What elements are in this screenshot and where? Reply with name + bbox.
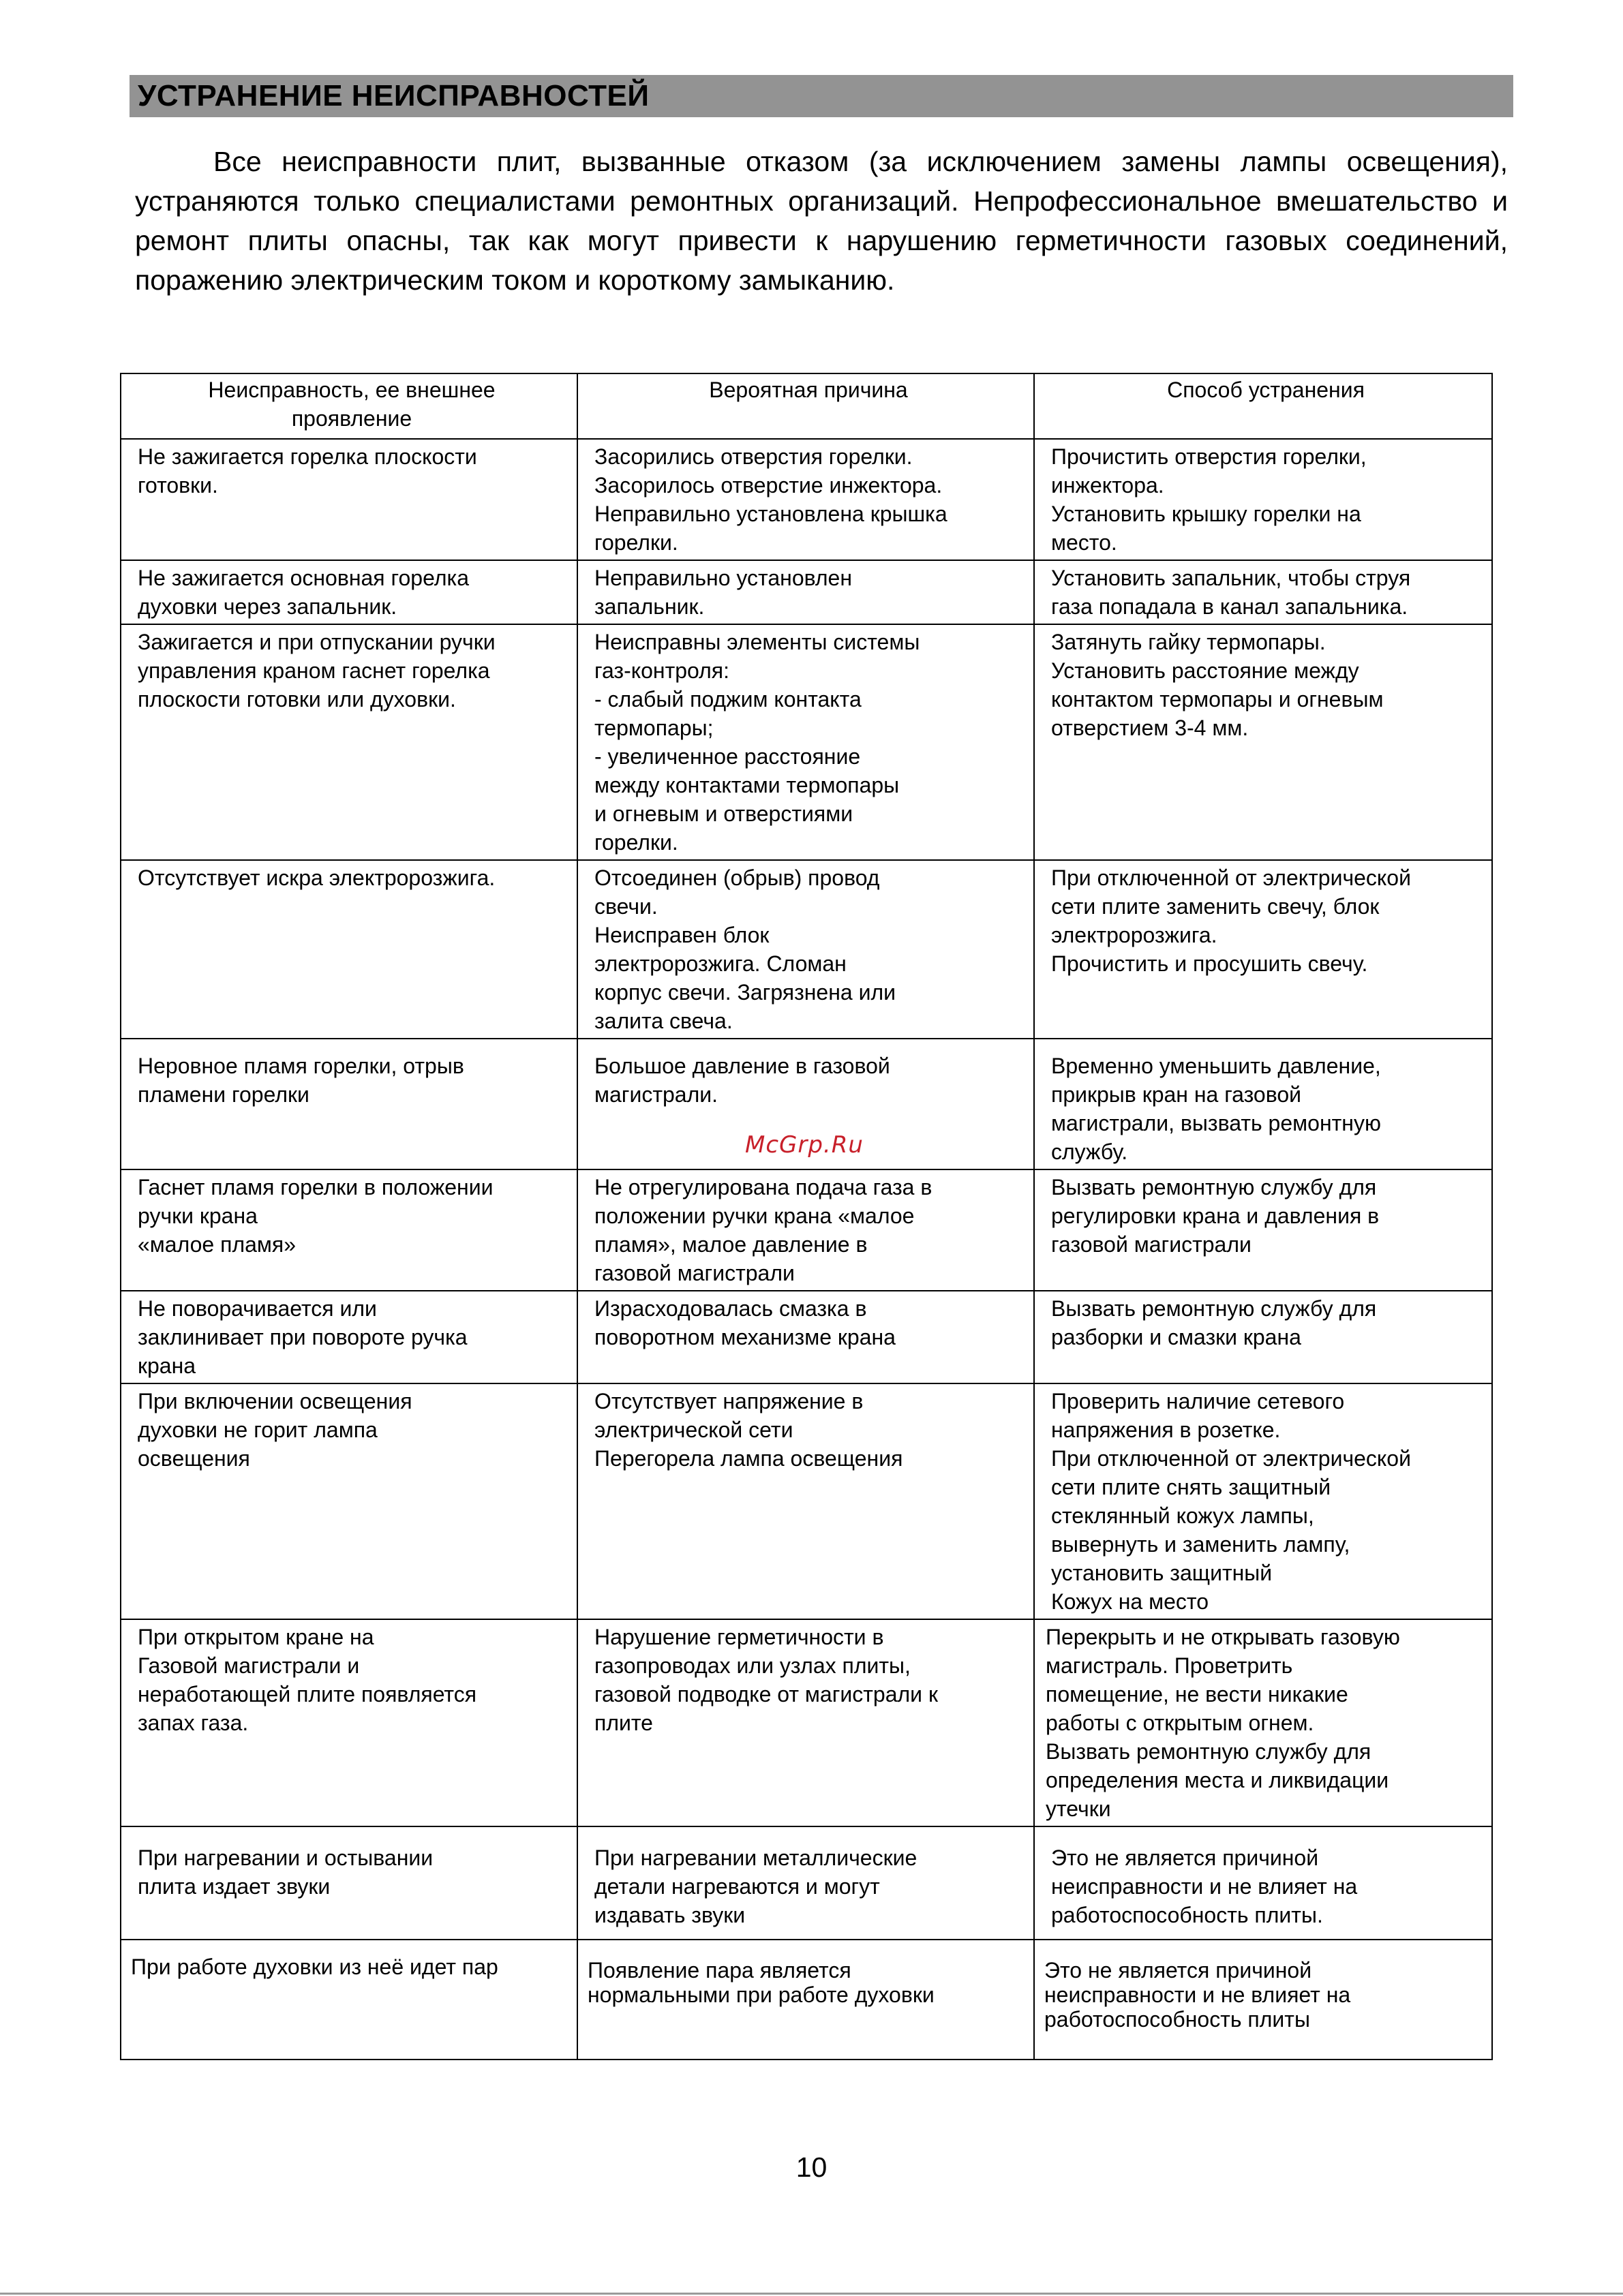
bottom-divider [0,2293,1623,2295]
fault-cell: При включении освещения духовки не горит лампа освещения [121,1383,577,1619]
header-cause: Вероятная причина [577,373,1034,439]
fault-cell: Неровное пламя горелки, отрыв пламени горелки [121,1039,577,1169]
table-row [121,1940,1492,2060]
cause-cell: Не отрегулирована подача газа в положении ручки крана «малое пламя», малое давление в газовой магистрали [577,1169,1034,1291]
page-number: 10 [795,2152,828,2183]
cause-cell: Неправильно установлен запальник. [577,560,1034,624]
fault-cell: Не поворачивается или заклинивает при повороте ручка крана [121,1291,577,1383]
table-row [121,1383,1492,1619]
intro-paragraph: Все неисправности плит, вызванные отказом (за исключением замены лампы освещения), устраняются только специалистами ремонтных организаций. Непрофессиональное вмешательство и ремонт плиты опасны, так как могут привести к нарушению герметичности газовых соединений, поражению электрическим током и короткому замыканию. [135,146,1508,296]
troubleshooting-table-container [120,373,1491,2060]
cause-cell: Засорились отверстия горелки. Засорилось отверстие инжектора. Неправильно установлена крышка горелки. [577,439,1034,560]
fault-cell: При открытом кране на Газовой магистрали и неработающей плите появляется запах газа. [121,1619,577,1826]
remedy-cell: При отключенной от электрической сети плите заменить свечу, блок электророзжига. Прочистить и просушить свечу. [1034,860,1492,1039]
table-row [121,1169,1492,1291]
cause-cell: Неисправны элементы системы газ-контроля: - слабый поджим контакта термопары; - увеличенное расстояние между контактами термопары и огневым и отверстиями горелки. [577,624,1034,860]
table-row [121,860,1492,1039]
remedy-cell: Вызвать ремонтную службу для разборки и смазки крана [1034,1291,1492,1383]
table-row [121,1826,1492,1940]
table-row [121,560,1492,624]
troubleshooting-table [120,373,1493,2060]
header-remedy: Способ устранения [1034,373,1492,439]
cause-cell: При нагревании металлические детали нагреваются и могут издавать звуки [577,1826,1034,1940]
remedy-cell: Это не является причиной неисправности и не влияет на работоспособность плиты. [1034,1826,1492,1940]
cause-cell: Появление пара является нормальными при работе духовки [577,1940,1034,2060]
remedy-cell: Перекрыть и не открывать газовую магистраль. Проветрить помещение, не вести никакие работы с открытым огнем. Вызвать ремонтную службу для определения места и ликвидации утечки [1034,1619,1492,1826]
watermark: McGrp.Ru [745,1131,864,1159]
fault-cell: При нагревании и остывании плита издает звуки [121,1826,577,1940]
fault-cell: Гаснет пламя горелки в положении ручки крана «малое пламя» [121,1169,577,1291]
cause-cell: Большое давление в газовой магистрали. [577,1039,1034,1169]
cause-cell: Израсходовалась смазка в поворотном механизме крана [577,1291,1034,1383]
cause-cell: Нарушение герметичности в газопроводах или узлах плиты, газовой подводке от магистрали к плите [577,1619,1034,1826]
remedy-cell: Временно уменьшить давление, прикрыв кран на газовой магистрали, вызвать ремонтную службу. [1034,1039,1492,1169]
remedy-cell: Проверить наличие сетевого напряжения в розетке. При отключенной от электрической сети плите снять защитный стеклянный кожух лампы, вывернуть и заменить лампу, установить защитный Кожух на место [1034,1383,1492,1619]
fault-cell: Не зажигается горелка плоскости готовки. [121,439,577,560]
remedy-cell: Это не является причиной неисправности и не влияет на работоспособность плиты [1034,1940,1492,2060]
section-heading [130,75,1513,117]
remedy-cell: Вызвать ремонтную службу для регулировки крана и давления в газовой магистрали [1034,1169,1492,1291]
table-row [121,624,1492,860]
remedy-cell: Прочистить отверстия горелки, инжектора. Установить крышку горелки на место. [1034,439,1492,560]
fault-cell: Не зажигается основная горелка духовки через запальник. [121,560,577,624]
fault-cell: При работе духовки из неё идет пар [121,1940,577,2060]
table-header-row [121,373,1492,439]
table-row [121,1291,1492,1383]
remedy-cell: Затянуть гайку термопары. Установить расстояние между контактом термопары и огневым отверстием 3-4 мм. [1034,624,1492,860]
fault-cell: Отсутствует искра электророзжига. [121,860,577,1039]
section-heading-text: УСТРАНЕНИЕ НЕИСПРАВНОСТЕЙ [138,79,650,112]
table-row [121,439,1492,560]
cause-cell: Отсутствует напряжение в электрической сети Перегорела лампа освещения [577,1383,1034,1619]
remedy-cell: Установить запальник, чтобы струя газа попадала в канал запальника. [1034,560,1492,624]
fault-cell: Зажигается и при отпускании ручки управления краном гаснет горелка плоскости готовки или духовки. [121,624,577,860]
table-row [121,1619,1492,1826]
cause-cell: Отсоединен (обрыв) провод свечи. Неисправен блок электророзжига. Сломан корпус свечи. Загрязнена или залита свеча. [577,860,1034,1039]
header-fault: Неисправность, ее внешнее проявление [121,373,577,439]
